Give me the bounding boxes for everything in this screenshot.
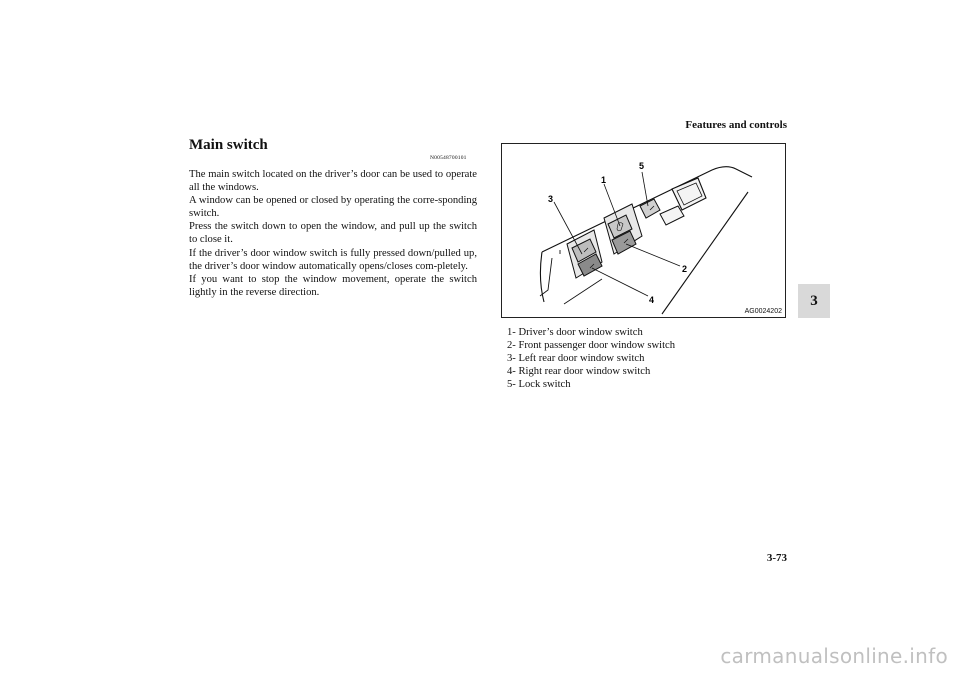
legend-number: 5- — [507, 379, 516, 391]
legend-item — [507, 378, 675, 391]
callout-1: 1 — [601, 175, 607, 185]
callout-5: 5 — [639, 161, 645, 171]
legend-number: 3- — [507, 353, 516, 365]
callout-3: 3 — [548, 194, 554, 204]
running-header: Features and controls — [685, 119, 787, 131]
legend-number: 2- — [507, 340, 516, 352]
paragraph: A window can be opened or closed by operating the corre-sponding switch. — [189, 195, 477, 220]
legend-item — [507, 326, 675, 339]
legend-item — [507, 365, 675, 378]
legend-text: Front passenger door window switch — [518, 340, 676, 352]
legend-item — [507, 339, 675, 352]
legend-text: Left rear door window switch — [518, 353, 645, 365]
legend-number: 4- — [507, 366, 516, 378]
paragraph: If you want to stop the window movement, operate the switch lightly in the reverse direction. — [189, 273, 477, 298]
figure-code: AG0024202 — [744, 308, 782, 315]
window-switch-figure — [501, 143, 786, 318]
callout-2: 2 — [682, 264, 688, 274]
chapter-number: 3 — [810, 292, 818, 309]
body-text — [189, 168, 477, 299]
watermark: carmanualsonline.info — [720, 644, 948, 668]
legend-text: Lock switch — [518, 379, 571, 391]
legend-text: Right rear door window switch — [518, 366, 651, 378]
chapter-tab — [798, 284, 830, 318]
reference-code: N00548700101 — [430, 155, 467, 161]
legend-text: Driver’s door window switch — [518, 327, 643, 338]
paragraph: If the driver’s door window switch is fully pressed down/pulled up, the driver’s door window automatically opens/closes com-pletely. — [189, 247, 477, 272]
legend-number: 1- — [507, 327, 516, 338]
paragraph: The main switch located on the driver’s door can be used to operate all the windows. — [189, 169, 477, 194]
switch-panel-illustration — [502, 144, 785, 317]
page-number: 3-73 — [766, 552, 787, 564]
section-title: Main switch — [189, 137, 268, 153]
legend-item — [507, 352, 675, 365]
figure-legend — [507, 326, 675, 391]
callout-4: 4 — [649, 295, 655, 305]
paragraph: Press the switch down to open the window, and pull up the switch to close it. — [189, 221, 477, 246]
